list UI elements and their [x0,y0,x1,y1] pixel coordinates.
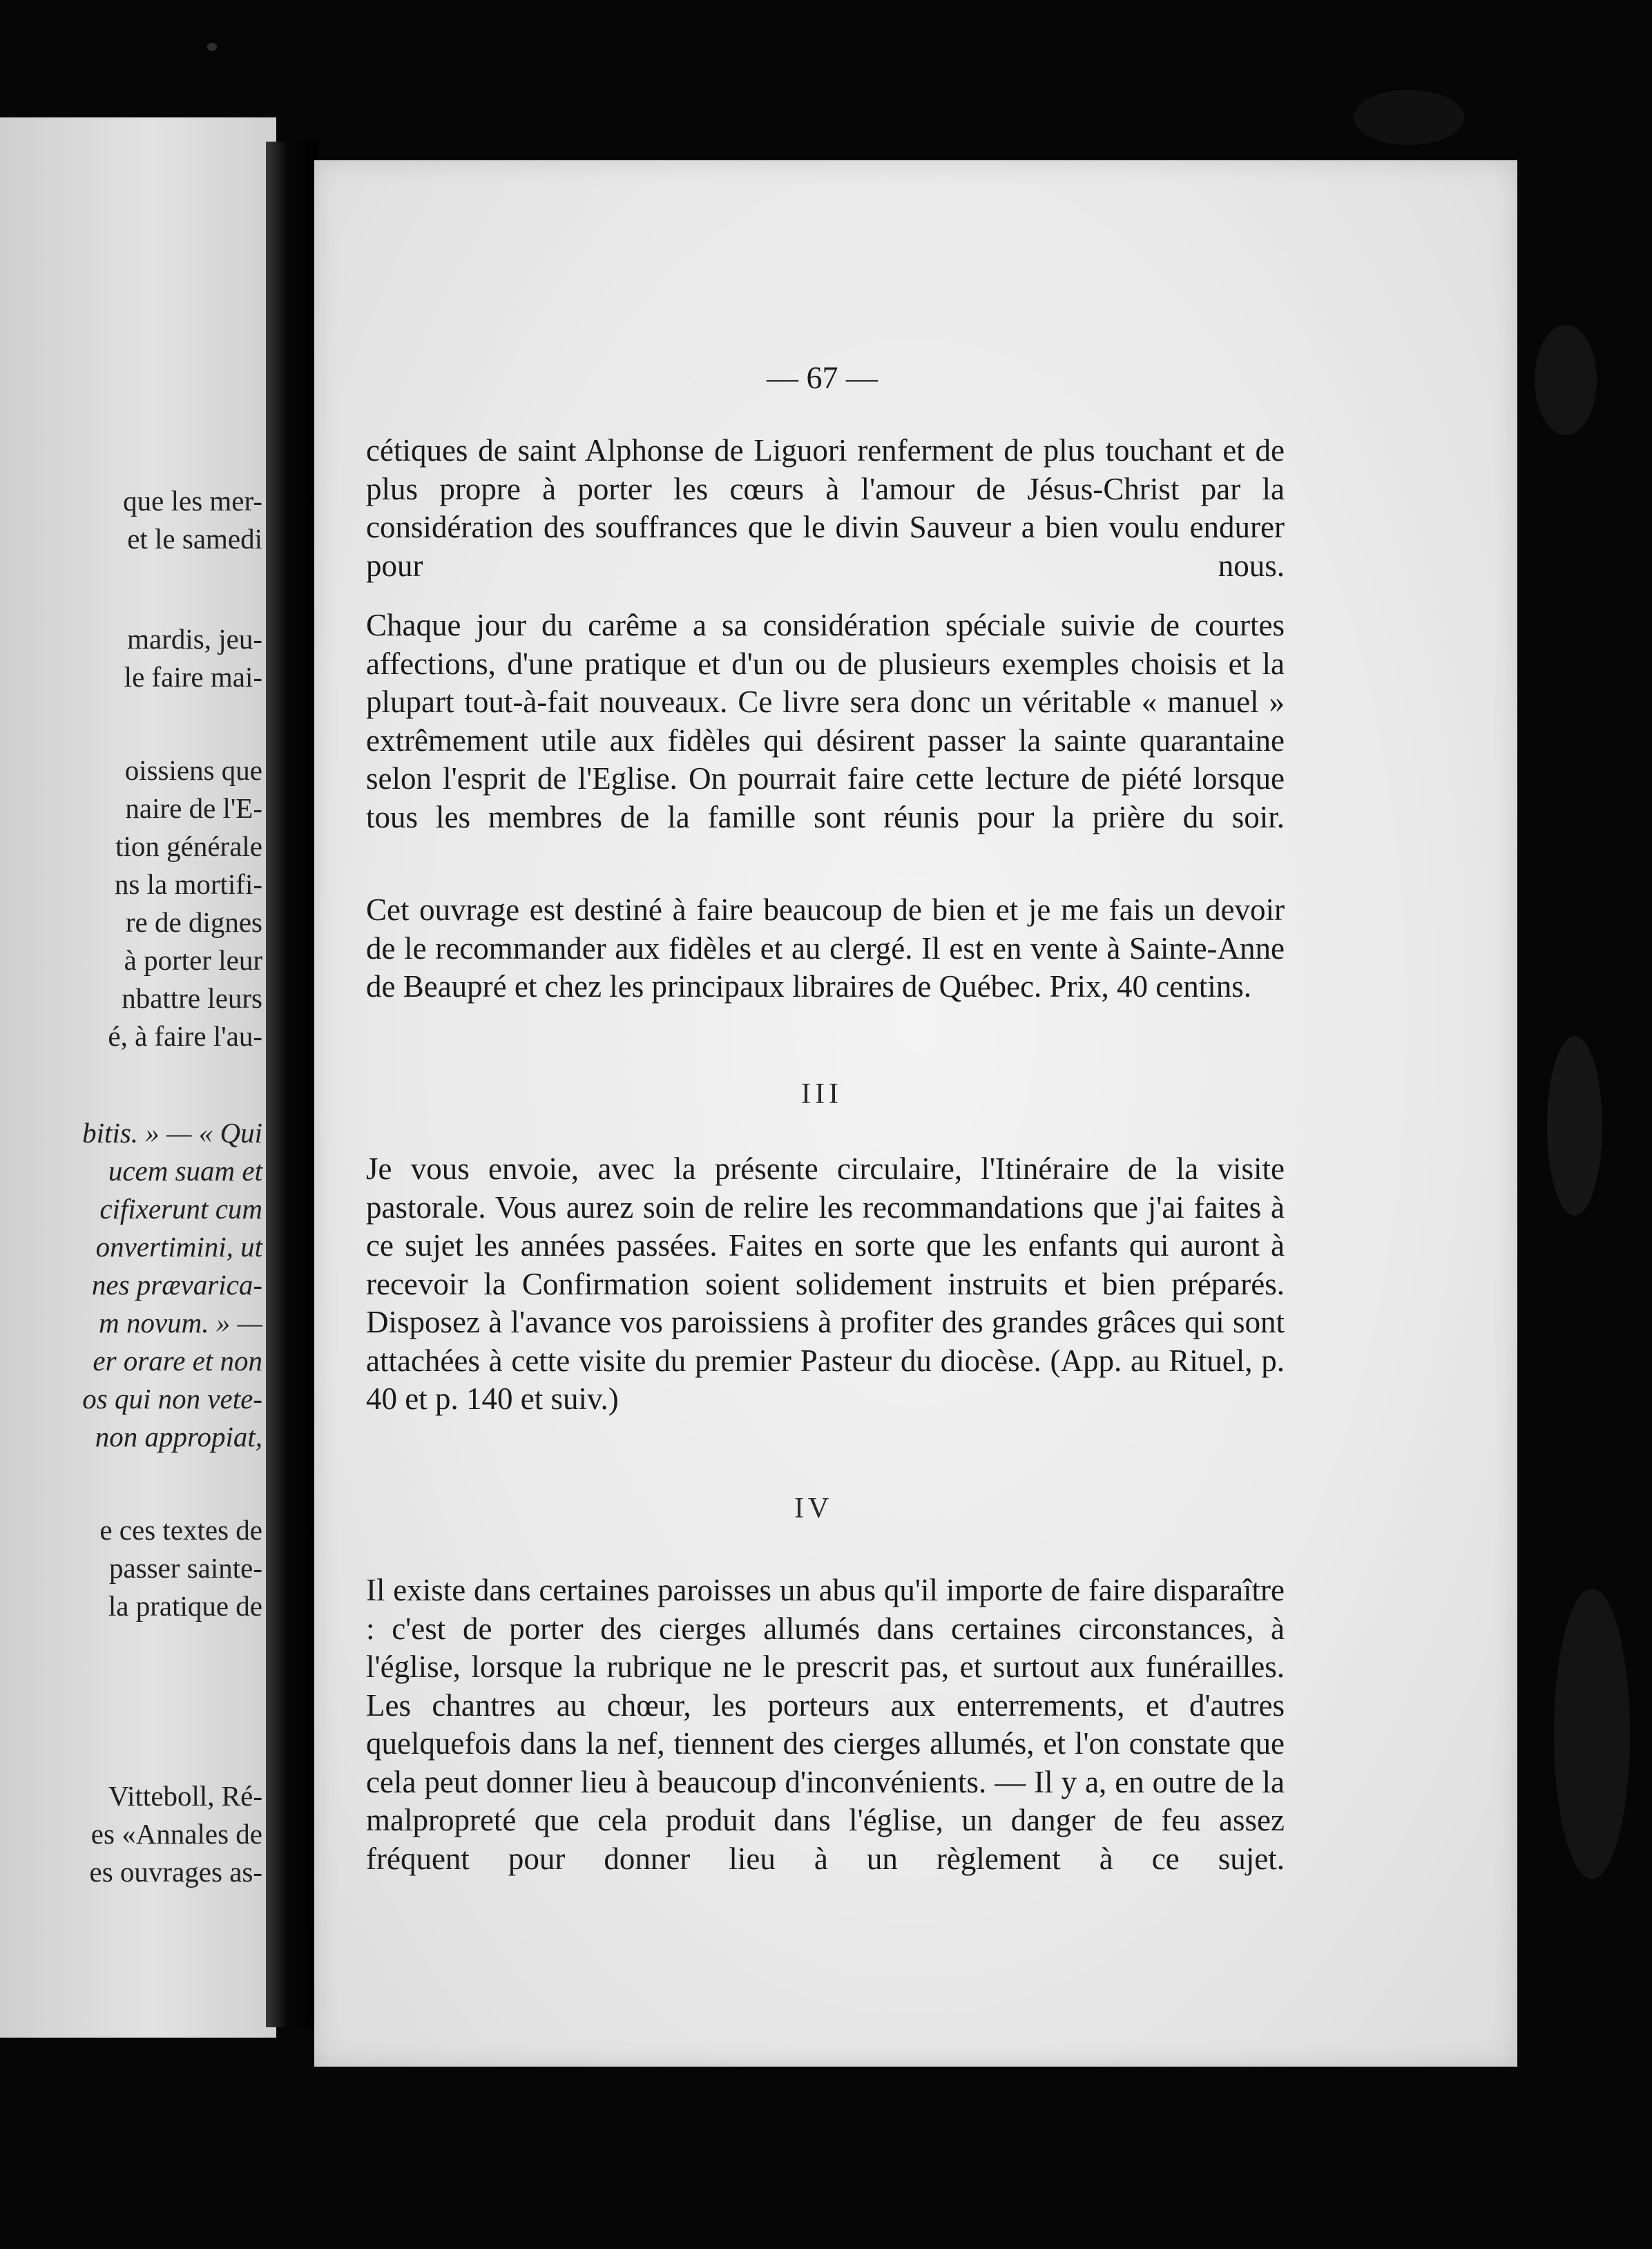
left-page-line: e ces textes de [99,1514,262,1546]
left-page-line: re de dignes [125,906,262,938]
section-heading-iii: III [801,1078,843,1110]
film-speck [1354,90,1464,145]
left-page-line: mardis, jeu- [127,623,262,655]
left-facing-page [0,117,276,2038]
film-speck [1547,1036,1602,1216]
left-page-line: onvertimini, ut [95,1231,262,1263]
paragraph-recommendation: Cet ouvrage est destiné à faire beaucoup de bien et je me fais un devoir de le recommander aux fidèles et au clergé. Il est en vente à Sainte-Anne de Beaupré et chez les principaux libraires de Québec. Prix, 40 centins. [366,892,1285,1004]
left-page-line: ns la mortifi- [114,868,262,900]
left-page-line: nes prævarica- [91,1269,262,1301]
paragraph-itineraire: Je vous envoie, avec la présente circulaire, l'Itinéraire de la visite pastorale. Vous aurez soin de relire les recommandations que j'ai faites à ce sujet les années passées. Faites en sorte que les enfants qui auront à recevoir la Confirmation soient solidement instruits et bien préparés. Disposez à l'avance vos paroissiens à profiter des grandes grâces qui sont attachées à cette visite du premier Pasteur du diocèse. (App. au Rituel, p. 40 et p. 140 et suiv.) [366,1151,1285,1416]
left-page-line: et le samedi [127,523,262,555]
paragraph-cierges: Il existe dans certaines paroisses un abus qu'il importe de faire disparaître : c'est de porter des cierges allumés dans certaines circonstances, à l'église, lorsque la rubrique ne le prescrit pas, et surtout aux funérailles. Les chantres au chœur, les porteurs aux enterrements, et d'autres quelquefois dans la nef, tiennent des cierges allumés, et l'on constate que cela peut donner lieu à beaucoup d'inconvénients. — Il y a, en outre de la malpropreté que cela produit dans l'église, un danger de feu assez fréquent pour donner lieu à un règlement à ce sujet. [366,1573,1285,1876]
paragraph-careme: Chaque jour du carême a sa considération spéciale suivie de courtes affections, d'une pratique et d'un ou de plusieurs exemples choisis et la plupart tout-à-fait nouveaux. Ce livre sera donc un véritable « manuel » extrêmement utile aux fidèles qui désirent passer la sainte quarantaine selon l'esprit de l'Eglise. On pourrait faire cette lecture de piété lorsque tous les membres de la famille sont réunis pour la prière du soir. [366,608,1285,834]
left-page-line: à porter leur [124,944,262,976]
left-page-line: cifixerunt cum [99,1193,262,1225]
left-page-line: es ouvrages as- [89,1856,262,1888]
film-speck [1535,325,1597,435]
section-heading-iv: IV [794,1493,834,1524]
left-page-line: ucem suam et [108,1155,262,1187]
film-speck [207,43,217,51]
left-page-line: nbattre leurs [122,982,262,1014]
left-page-line: oissiens que [124,754,262,786]
paragraph-ascetic-works: cétiques de saint Alphonse de Liguori renferment de plus touchant et de plus propre à porter les cœurs à l'amour de Jésus-Christ par la considération des souffrances que le divin Sauveur a bien voulu endurer pour nous. [366,433,1285,583]
left-page-line: le faire mai- [124,661,262,693]
book-gutter [266,142,318,2027]
left-page-line: os qui non vete- [82,1383,262,1415]
left-page-line: non appropiat, [95,1421,262,1453]
left-page-line: m novum. » — [99,1307,262,1339]
left-page-line: tion générale [115,830,262,862]
left-page-line: bitis. » — « Qui [82,1117,262,1149]
left-page-line: es «Annales de [90,1818,262,1850]
left-page-line: la pratique de [108,1590,262,1622]
left-page-line: passer sainte- [109,1552,262,1584]
left-page-line: que les mer- [123,485,262,517]
left-page-line: naire de l'E- [125,792,262,824]
left-page-line: é, à faire l'au- [108,1020,262,1052]
film-speck [1554,1589,1630,1879]
left-page-line: Vitteboll, Ré- [108,1780,262,1812]
page-number: — 67 — [767,360,878,395]
left-page-line: er orare et non [93,1345,262,1377]
